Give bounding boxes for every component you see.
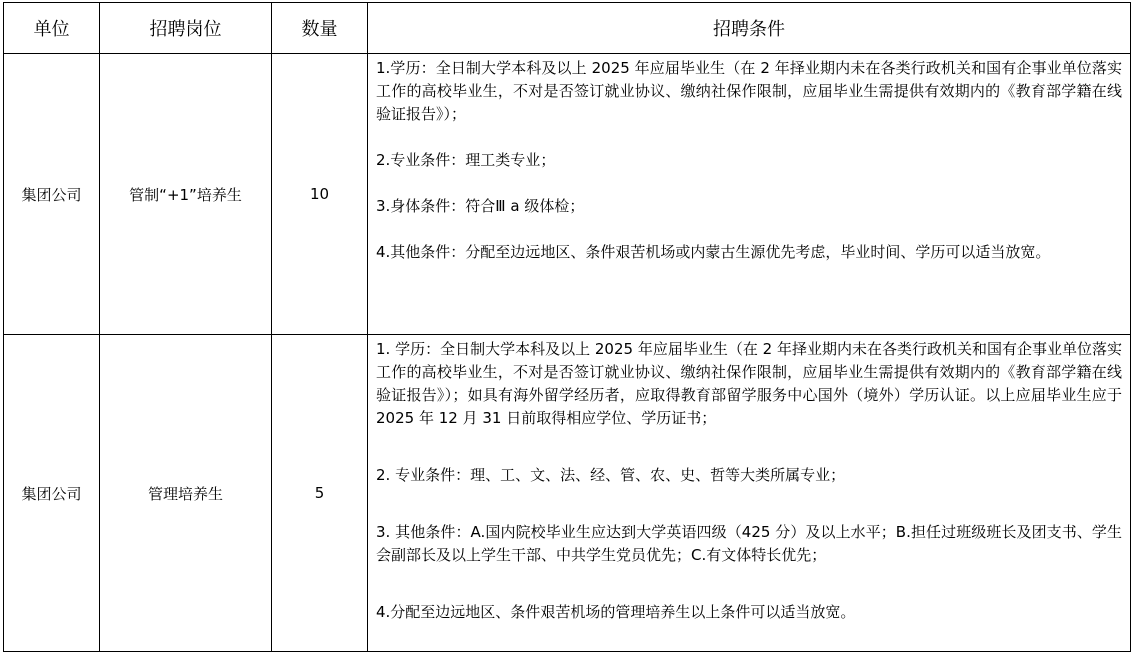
requirement-major: 2. 专业条件：理、工、文、法、经、管、农、史、哲等大类所属专业； — [376, 466, 846, 484]
requirement-education: 1. 学历：全日制大学本科及以上 2025 年应届毕业生（在 2 年择业期内未在各类行政机关和国有企事业单位落实工作的高校毕业生，不对是否签订就业协议、缴纳社保作限制，应届毕业生需提供有效期内的《教育部学籍在线验证报告》）；如具有海外留学经历者，应取得教育部留学服务中心国外（境外）学历认证。以上应届毕业生应于 2025 年 12 月 31 日前取得相应学位、学历证书； — [376, 340, 1122, 427]
table-row — [4, 335, 1131, 652]
requirements-cell — [368, 54, 1131, 335]
header-unit: 单位 — [4, 3, 100, 54]
header-requirements: 招聘条件 — [368, 3, 1131, 54]
count-cell: 10 — [272, 54, 368, 335]
unit-cell: 集团公司 — [4, 335, 100, 652]
requirement-major: 2.专业条件：理工类专业； — [376, 151, 556, 169]
position-cell: 管制“+1”培养生 — [100, 54, 272, 335]
header-position: 招聘岗位 — [100, 3, 272, 54]
table-row — [4, 54, 1131, 335]
header-count: 数量 — [272, 3, 368, 54]
requirement-other: 3. 其他条件：A.国内院校毕业生应达到大学英语四级（425 分）及以上水平；B.担任过班级班长及团支书、学生会副部长及以上学生干部、中共学生党员优先；C.有文体特长优先； — [376, 523, 1122, 564]
count-cell: 5 — [272, 335, 368, 652]
table-header-row — [4, 3, 1131, 54]
requirement-relaxation: 4.分配至边远地区、条件艰苦机场的管理培养生以上条件可以适当放宽。 — [376, 603, 856, 621]
unit-cell: 集团公司 — [4, 54, 100, 335]
recruitment-table — [3, 2, 1131, 652]
requirements-cell — [368, 335, 1131, 652]
requirement-physical: 3.身体条件：符合Ⅲ a 级体检； — [376, 197, 585, 215]
requirement-other: 4.其他条件：分配至边远地区、条件艰苦机场或内蒙古生源优先考虑，毕业时间、学历可以适当放宽。 — [376, 243, 1051, 261]
position-cell: 管理培养生 — [100, 335, 272, 652]
requirement-education: 1.学历：全日制大学本科及以上 2025 年应届毕业生（在 2 年择业期内未在各类行政机关和国有企事业单位落实工作的高校毕业生，不对是否签订就业协议、缴纳社保作限制，应届毕业生需提供有效期内的《教育部学籍在线验证报告》）； — [376, 59, 1122, 123]
